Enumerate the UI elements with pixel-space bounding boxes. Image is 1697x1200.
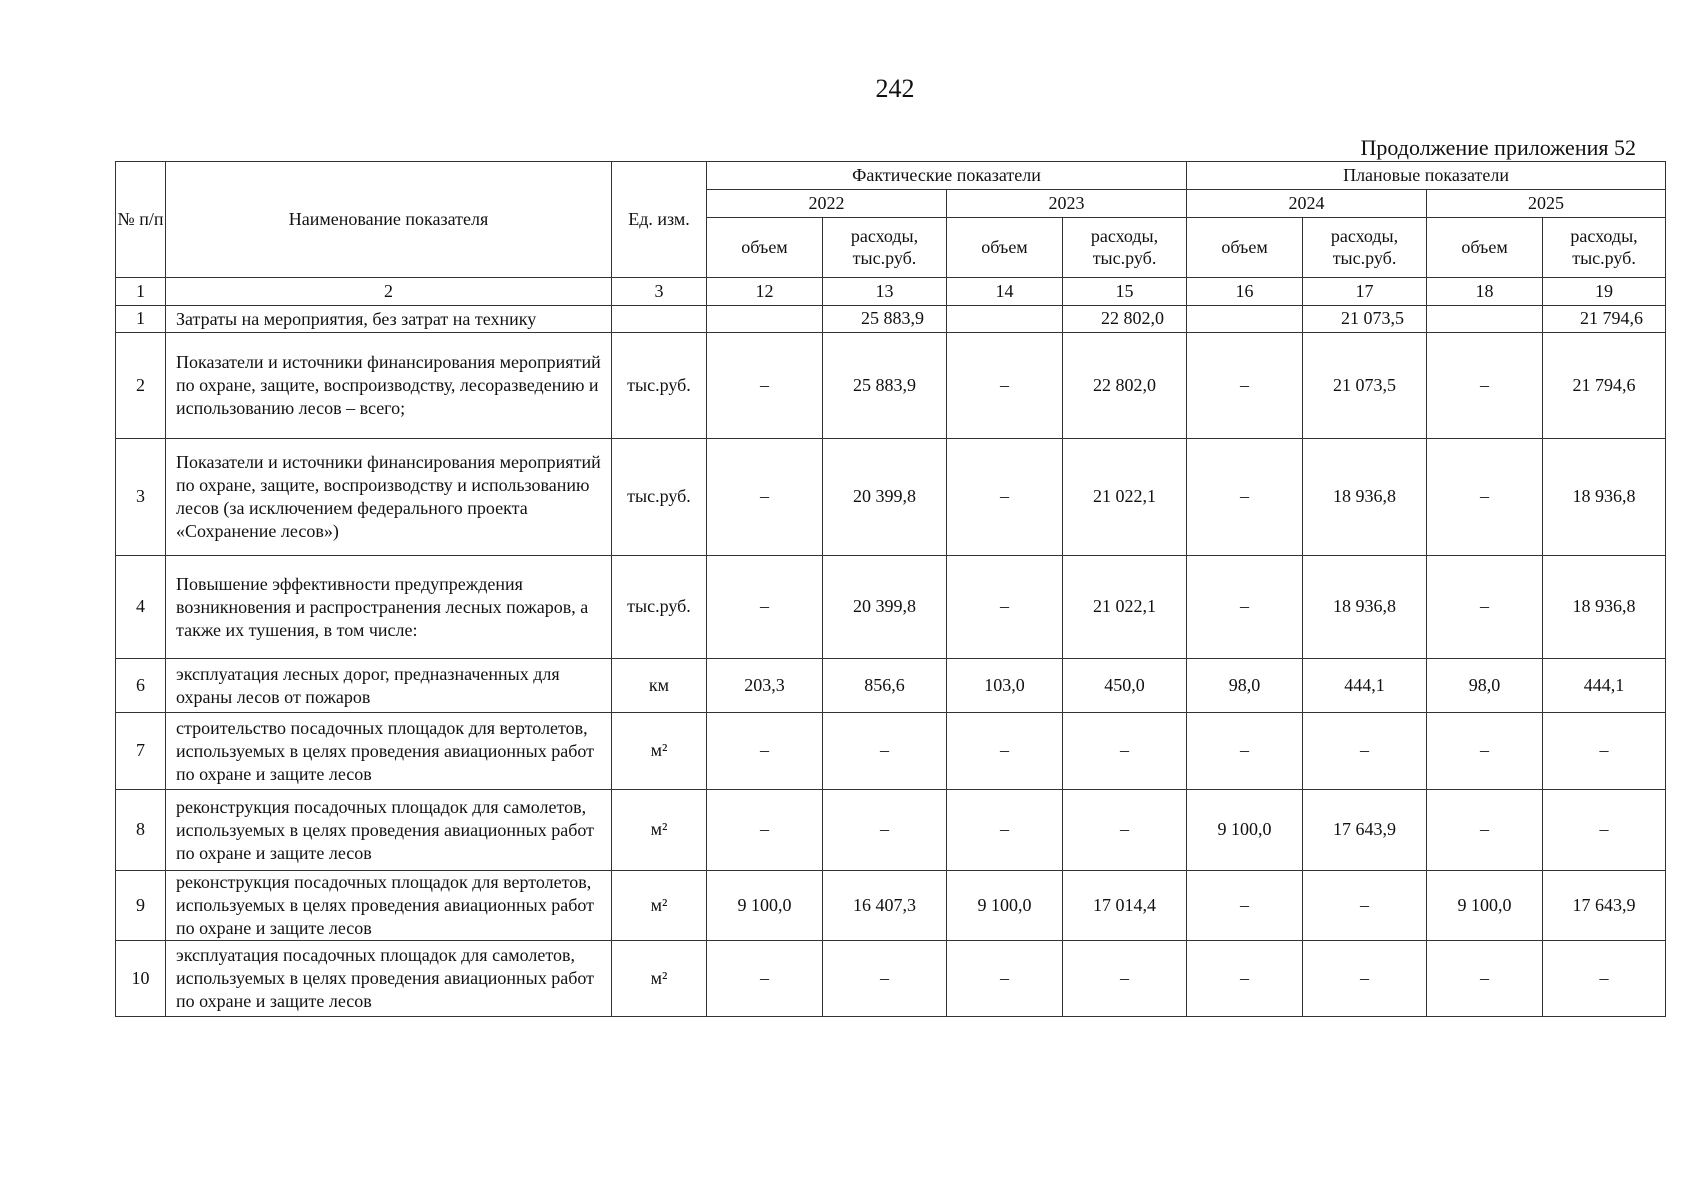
row-value: 18 936,8 <box>1303 556 1427 659</box>
row-value: – <box>1063 713 1187 790</box>
table-row <box>116 713 1666 790</box>
row-value <box>947 306 1063 333</box>
row-value: 21 022,1 <box>1063 556 1187 659</box>
row-value: – <box>707 333 823 439</box>
row-value: – <box>1543 713 1666 790</box>
row-value: – <box>1427 556 1543 659</box>
row-value: 103,0 <box>947 659 1063 713</box>
header-name: Наименование показателя <box>166 162 612 278</box>
row-number: 3 <box>116 439 166 556</box>
table-row <box>116 659 1666 713</box>
row-value: 22 802,0 <box>1063 306 1187 333</box>
row-number: 10 <box>116 941 166 1017</box>
header-volume: объем <box>1187 218 1303 278</box>
row-value: – <box>1187 556 1303 659</box>
row-number: 2 <box>116 333 166 439</box>
table-row <box>116 439 1666 556</box>
row-value: 856,6 <box>823 659 947 713</box>
row-name: реконструкция посадочных площадок для самолетов, используемых в целях проведения авиационных работ по охране и защите лесов <box>166 790 612 871</box>
row-value: – <box>947 713 1063 790</box>
row-value <box>707 306 823 333</box>
row-value: – <box>947 439 1063 556</box>
row-value: 9 100,0 <box>947 871 1063 941</box>
header-actual: Фактические показатели <box>707 162 1187 190</box>
row-unit <box>612 306 707 333</box>
row-value: – <box>947 790 1063 871</box>
row-unit: тыс.руб. <box>612 333 707 439</box>
row-value: – <box>1303 941 1427 1017</box>
row-value: 444,1 <box>1303 659 1427 713</box>
row-number: 4 <box>116 556 166 659</box>
row-unit: м² <box>612 713 707 790</box>
row-value: 21 794,6 <box>1543 333 1666 439</box>
row-value: – <box>707 439 823 556</box>
row-value: – <box>707 713 823 790</box>
row-value: – <box>1427 941 1543 1017</box>
row-value: 16 407,3 <box>823 871 947 941</box>
column-index: 17 <box>1303 278 1427 306</box>
row-unit: м² <box>612 941 707 1017</box>
row-value: 20 399,8 <box>823 556 947 659</box>
row-unit: км <box>612 659 707 713</box>
header-year: 2023 <box>947 190 1187 218</box>
row-value: 18 936,8 <box>1303 439 1427 556</box>
row-value: – <box>1543 790 1666 871</box>
row-value: 21 073,5 <box>1303 306 1427 333</box>
row-name: Повышение эффективности предупреждения возникновения и распространения лесных пожаров, а также их тушения, в том числе: <box>166 556 612 659</box>
row-number: 8 <box>116 790 166 871</box>
table-header <box>116 162 1666 306</box>
row-value: 25 883,9 <box>823 306 947 333</box>
column-index-row <box>116 278 1666 306</box>
header-volume: объем <box>1427 218 1543 278</box>
row-number: 7 <box>116 713 166 790</box>
row-unit: м² <box>612 871 707 941</box>
row-value: 17 643,9 <box>1543 871 1666 941</box>
row-value: – <box>1187 713 1303 790</box>
row-value: – <box>707 790 823 871</box>
row-value: – <box>1427 790 1543 871</box>
row-value: 17 643,9 <box>1303 790 1427 871</box>
header-year: 2022 <box>707 190 947 218</box>
row-value: 9 100,0 <box>1427 871 1543 941</box>
page-number: 242 <box>875 74 915 103</box>
row-name: Затраты на мероприятия, без затрат на технику <box>166 306 612 333</box>
data-table <box>115 161 1666 1017</box>
row-value: 18 936,8 <box>1543 439 1666 556</box>
row-value: 21 022,1 <box>1063 439 1187 556</box>
row-name: Показатели и источники финансирования мероприятий по охране, защите, воспроизводству, лесоразведению и использованию лесов – всего; <box>166 333 612 439</box>
row-value: – <box>1063 790 1187 871</box>
column-index: 18 <box>1427 278 1543 306</box>
header-expenses: расходы, тыс.руб. <box>1063 218 1187 278</box>
table-row <box>116 306 1666 333</box>
row-value: 9 100,0 <box>707 871 823 941</box>
row-number: 1 <box>116 306 166 333</box>
row-value: – <box>1427 439 1543 556</box>
row-value: – <box>947 333 1063 439</box>
row-value: 21 073,5 <box>1303 333 1427 439</box>
column-index: 15 <box>1063 278 1187 306</box>
row-value: – <box>947 556 1063 659</box>
row-value <box>1187 306 1303 333</box>
header-unit: Ед. изм. <box>612 162 707 278</box>
row-value: – <box>1187 941 1303 1017</box>
header-expenses: расходы, тыс.руб. <box>823 218 947 278</box>
row-value: 21 794,6 <box>1543 306 1666 333</box>
row-name: строительство посадочных площадок для вертолетов, используемых в целях проведения авиационных работ по охране и защите лесов <box>166 713 612 790</box>
row-value: – <box>1063 941 1187 1017</box>
column-index: 12 <box>707 278 823 306</box>
row-value: 20 399,8 <box>823 439 947 556</box>
row-value: – <box>823 713 947 790</box>
column-index: 13 <box>823 278 947 306</box>
table-row <box>116 790 1666 871</box>
row-value: – <box>947 941 1063 1017</box>
row-value: 18 936,8 <box>1543 556 1666 659</box>
row-value: – <box>707 556 823 659</box>
header-year: 2025 <box>1427 190 1666 218</box>
row-value: – <box>1303 713 1427 790</box>
row-value: – <box>1427 713 1543 790</box>
continuation-caption: Продолжение приложения 52 <box>1360 135 1636 160</box>
table-row <box>116 333 1666 439</box>
row-value: 98,0 <box>1187 659 1303 713</box>
row-value: 98,0 <box>1427 659 1543 713</box>
column-index: 2 <box>166 278 612 306</box>
row-name: эксплуатация лесных дорог, предназначенных для охраны лесов от пожаров <box>166 659 612 713</box>
column-index: 3 <box>612 278 707 306</box>
header-expenses: расходы, тыс.руб. <box>1303 218 1427 278</box>
table-row <box>116 871 1666 941</box>
row-value: – <box>1187 439 1303 556</box>
row-value: 444,1 <box>1543 659 1666 713</box>
column-index: 14 <box>947 278 1063 306</box>
row-value: – <box>707 941 823 1017</box>
table-row <box>116 556 1666 659</box>
row-value: 9 100,0 <box>1187 790 1303 871</box>
column-index: 19 <box>1543 278 1666 306</box>
row-value: 17 014,4 <box>1063 871 1187 941</box>
row-value: 22 802,0 <box>1063 333 1187 439</box>
column-index: 16 <box>1187 278 1303 306</box>
row-number: 6 <box>116 659 166 713</box>
row-value: – <box>1187 333 1303 439</box>
row-name: эксплуатация посадочных площадок для самолетов, используемых в целях проведения авиационных работ по охране и защите лесов <box>166 941 612 1017</box>
row-value: – <box>1427 333 1543 439</box>
table-body <box>116 306 1666 1017</box>
column-index: 1 <box>116 278 166 306</box>
row-value: – <box>823 941 947 1017</box>
row-value <box>1427 306 1543 333</box>
table-row <box>116 941 1666 1017</box>
row-unit: м² <box>612 790 707 871</box>
header-year: 2024 <box>1187 190 1427 218</box>
row-value: – <box>1303 871 1427 941</box>
row-value: 203,3 <box>707 659 823 713</box>
header-num: № п/п <box>116 162 166 278</box>
row-value: – <box>1187 871 1303 941</box>
row-value: 450,0 <box>1063 659 1187 713</box>
row-unit: тыс.руб. <box>612 556 707 659</box>
header-expenses: расходы, тыс.руб. <box>1543 218 1666 278</box>
header-volume: объем <box>707 218 823 278</box>
header-planned: Плановые показатели <box>1187 162 1666 190</box>
row-name: реконструкция посадочных площадок для вертолетов, используемых в целях проведения авиационных работ по охране и защите лесов <box>166 871 612 941</box>
row-name: Показатели и источники финансирования мероприятий по охране, защите, воспроизводству и использованию лесов (за исключением федерального проекта «Сохранение лесов») <box>166 439 612 556</box>
row-unit: тыс.руб. <box>612 439 707 556</box>
header-volume: объем <box>947 218 1063 278</box>
row-value: – <box>1543 941 1666 1017</box>
row-number: 9 <box>116 871 166 941</box>
row-value: 25 883,9 <box>823 333 947 439</box>
row-value: – <box>823 790 947 871</box>
